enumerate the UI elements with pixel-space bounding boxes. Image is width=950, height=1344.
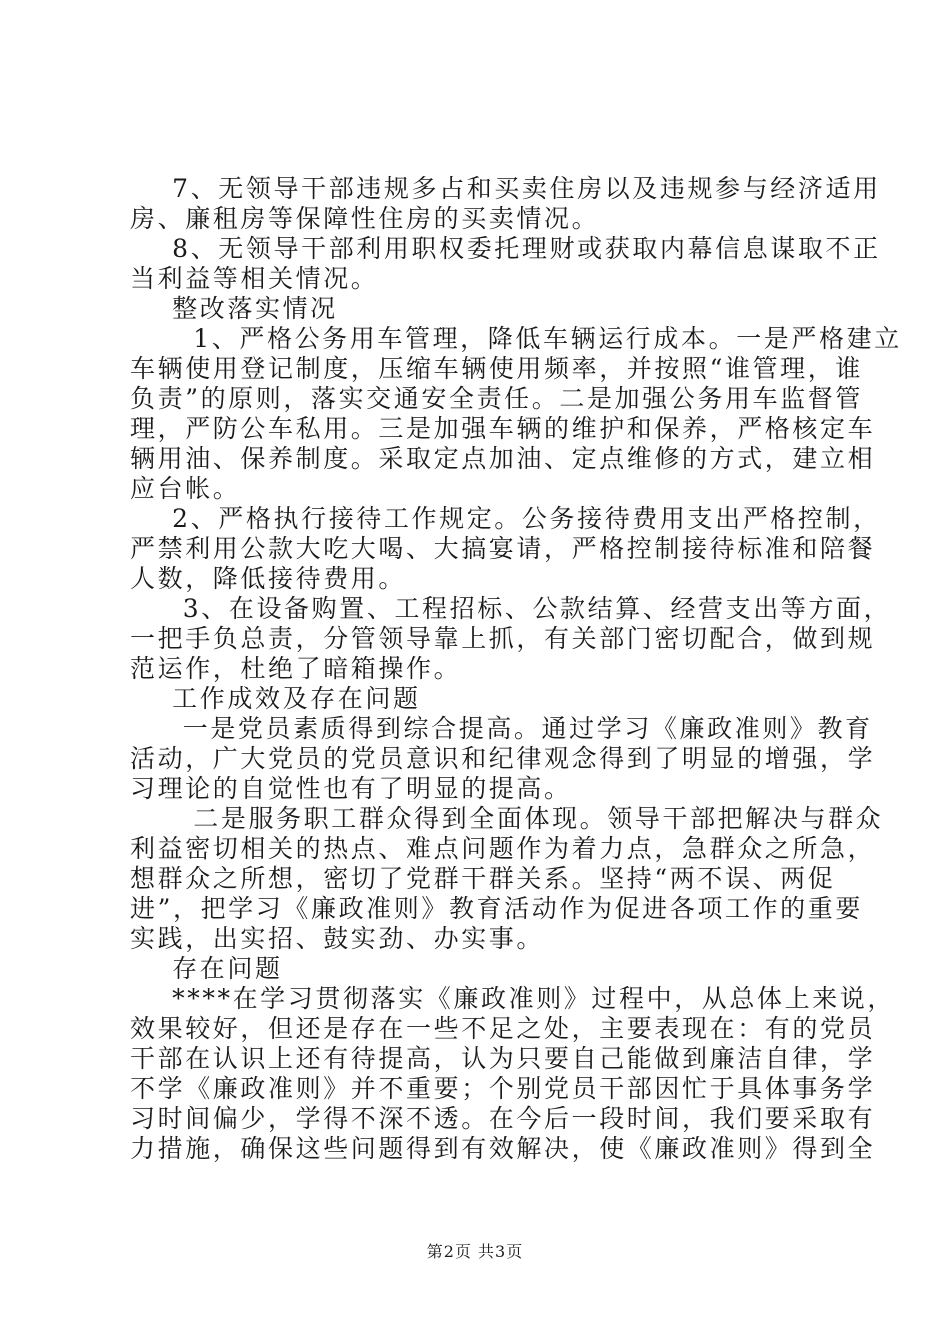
text-line: 范运作，杜绝了暗箱操作。 bbox=[130, 654, 462, 683]
text-line: 应台帐。 bbox=[130, 474, 241, 503]
text-line: 不学《廉政准则》并不重要；个别党员干部因忙于具体事务学 bbox=[130, 1074, 876, 1103]
text-line: 实践，出实招、鼓实劲、办实事。 bbox=[130, 924, 545, 953]
text-line: 力措施，确保这些问题得到有效解决，使《廉政准则》得到全 bbox=[130, 1134, 876, 1163]
text-line: 一把手负总责，分管领导靠上抓，有关部门密切配合，做到规 bbox=[130, 624, 876, 653]
text-line: 3、在设备购置、工程招标、公款结算、经营支出等方面， bbox=[130, 594, 892, 623]
text-line: 利益密切相关的热点、难点问题作为着力点，急群众之所急， bbox=[130, 834, 876, 863]
text-line: 7、无领导干部违规多占和买卖住房以及违规参与经济适用 bbox=[130, 174, 881, 203]
text-line: 1、严格公务用车管理，降低车辆运行成本。一是严格建立 bbox=[130, 324, 902, 353]
text-line: ****在学习贯彻落实《廉政准则》过程中，从总体上来说， bbox=[130, 984, 895, 1013]
text-line: 活动，广大党员的党员意识和纪律观念得到了明显的增强，学 bbox=[130, 744, 876, 773]
text-line: 负责”的原则，落实交通安全责任。二是加强公务用车监督管 bbox=[130, 384, 863, 413]
text-line: 车辆使用登记制度，压缩车辆使用频率，并按照“谁管理，谁 bbox=[130, 354, 863, 383]
document-body bbox=[130, 174, 902, 1164]
page-number-label: 第2页 共3页 bbox=[426, 1242, 524, 1261]
text-line: 2、严格执行接待工作规定。公务接待费用支出严格控制， bbox=[130, 504, 881, 533]
text-line: 一是党员素质得到综合提高。通过学习《廉政准则》教育 bbox=[130, 714, 873, 743]
section-heading: 存在问题 bbox=[130, 954, 283, 983]
page-footer bbox=[0, 1239, 950, 1262]
text-line: 人数，降低接待费用。 bbox=[130, 564, 407, 593]
text-line: 辆用油、保养制度。采取定点加油、定点维修的方式，建立相 bbox=[130, 444, 876, 473]
text-line: 习时间偏少，学得不深不透。在今后一段时间，我们要采取有 bbox=[130, 1104, 876, 1133]
text-line: 干部在认识上还有待提高，认为只要自己能做到廉洁自律，学 bbox=[130, 1044, 876, 1073]
text-line: 习理论的自觉性也有了明显的提高。 bbox=[130, 774, 572, 803]
text-line: 8、无领导干部利用职权委托理财或获取内幕信息谋取不正 bbox=[130, 234, 881, 263]
text-line: 严禁利用公款大吃大喝、大搞宴请，严格控制接待标准和陪餐 bbox=[130, 534, 876, 563]
text-line: 进”，把学习《廉政准则》教育活动作为促进各项工作的重要 bbox=[130, 894, 863, 923]
section-heading: 工作成效及存在问题 bbox=[130, 684, 421, 713]
text-line: 理，严防公车私用。三是加强车辆的维护和保养，严格核定车 bbox=[130, 414, 876, 443]
text-line: 二是服务职工群众得到全面体现。领导干部把解决与群众 bbox=[130, 804, 884, 833]
text-line: 房、廉租房等保障性住房的买卖情况。 bbox=[130, 204, 600, 233]
section-heading: 整改落实情况 bbox=[130, 294, 338, 323]
text-line: 想群众之所想，密切了党群干群关系。坚持“两不误、两促 bbox=[130, 864, 836, 893]
text-line: 当利益等相关情况。 bbox=[130, 264, 379, 293]
text-line: 效果较好，但还是存在一些不足之处，主要表现在：有的党员 bbox=[130, 1014, 876, 1043]
